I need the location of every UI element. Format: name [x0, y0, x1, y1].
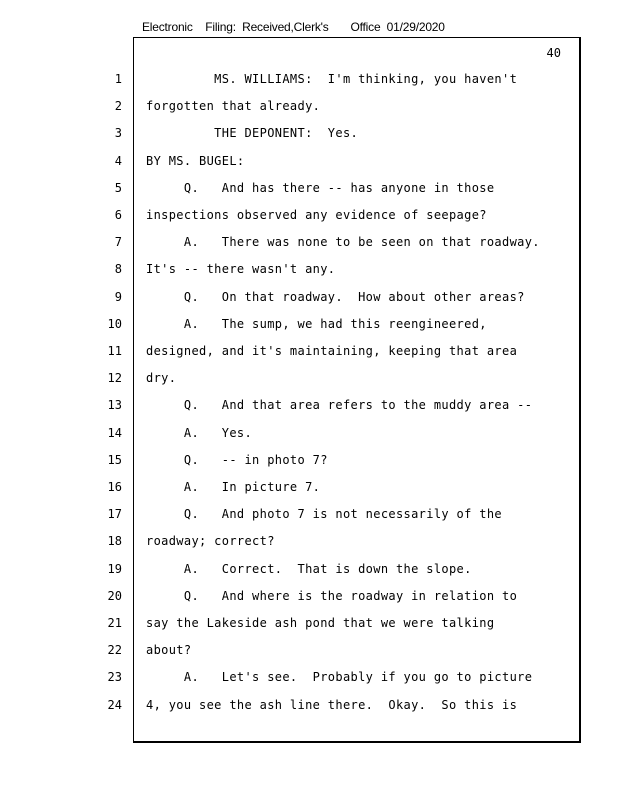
line-number: 23 — [107, 670, 122, 685]
line-number: 17 — [107, 507, 122, 522]
transcript-line-text: A. In picture 7. — [146, 480, 321, 494]
line-number: 11 — [107, 344, 122, 358]
transcript-line-text: about? — [146, 643, 192, 658]
line-number: 4 — [114, 153, 122, 168]
transcript-line-text: inspections observed any evidence of seepage? — [146, 208, 487, 222]
line-number: 15 — [107, 452, 122, 467]
line-number: 20 — [107, 588, 122, 603]
line-number: 2 — [114, 99, 122, 114]
filing-header: Electronic Filing: Received,Clerk's Office 01/29/2020 — [142, 20, 445, 34]
transcript-line-text: BY MS. BUGEL: — [146, 153, 245, 168]
line-number: 7 — [114, 235, 122, 250]
page-number: 40 — [546, 46, 561, 60]
line-number: 16 — [107, 480, 122, 494]
transcript-line-text: say the Lakeside ash pond that we were talking — [146, 616, 495, 630]
line-number: 8 — [114, 262, 122, 277]
transcript-line-text: dry. — [146, 371, 177, 386]
transcript-line-text: Q. And that area refers to the muddy area -- — [146, 398, 533, 413]
transcript-line-text: Q. On that roadway. How about other areas? — [146, 289, 525, 304]
transcript-line-text: A. Correct. That is down the slope. — [146, 561, 472, 576]
line-number: 14 — [107, 425, 122, 440]
line-number: 6 — [114, 208, 122, 222]
transcript-line-text: A. The sump, we had this reengineered, — [146, 316, 487, 331]
transcript-line-text: forgotten that already. — [146, 99, 321, 114]
transcript-line-text: roadway; correct? — [146, 534, 275, 549]
line-number: 10 — [107, 316, 122, 331]
transcript-line-text: A. There was none to be seen on that roadway. — [146, 235, 540, 250]
line-number: 21 — [107, 616, 122, 630]
line-number: 19 — [107, 561, 122, 576]
transcript-line-text: A. Let's see. Probably if you go to picture — [146, 670, 533, 685]
transcript-line-text: It's -- there wasn't any. — [146, 262, 336, 277]
line-number: 12 — [107, 371, 122, 386]
line-number: 13 — [107, 398, 122, 413]
transcript-line-text: Q. And has there -- has anyone in those — [146, 180, 495, 195]
line-number: 3 — [114, 126, 122, 141]
transcript-line-text: MS. WILLIAMS: I'm thinking, you haven't — [146, 72, 518, 86]
transcript-line-text: Q. And where is the roadway in relation to — [146, 588, 518, 603]
line-number: 5 — [114, 180, 122, 195]
line-number: 18 — [107, 534, 122, 549]
transcript-line-text: A. Yes. — [146, 425, 253, 440]
transcript-page-frame — [133, 37, 581, 743]
transcript-line-text: designed, and it's maintaining, keeping that area — [146, 344, 518, 358]
line-number: 22 — [107, 643, 122, 658]
line-number: 9 — [114, 289, 122, 304]
transcript-line-text: Q. -- in photo 7? — [146, 452, 328, 467]
transcript-line-text: Q. And photo 7 is not necessarily of the — [146, 507, 503, 522]
line-number: 24 — [107, 697, 122, 712]
transcript-line-text: THE DEPONENT: Yes. — [146, 126, 359, 141]
line-number: 1 — [114, 72, 122, 86]
transcript-line-text: 4, you see the ash line there. Okay. So this is — [146, 697, 518, 712]
